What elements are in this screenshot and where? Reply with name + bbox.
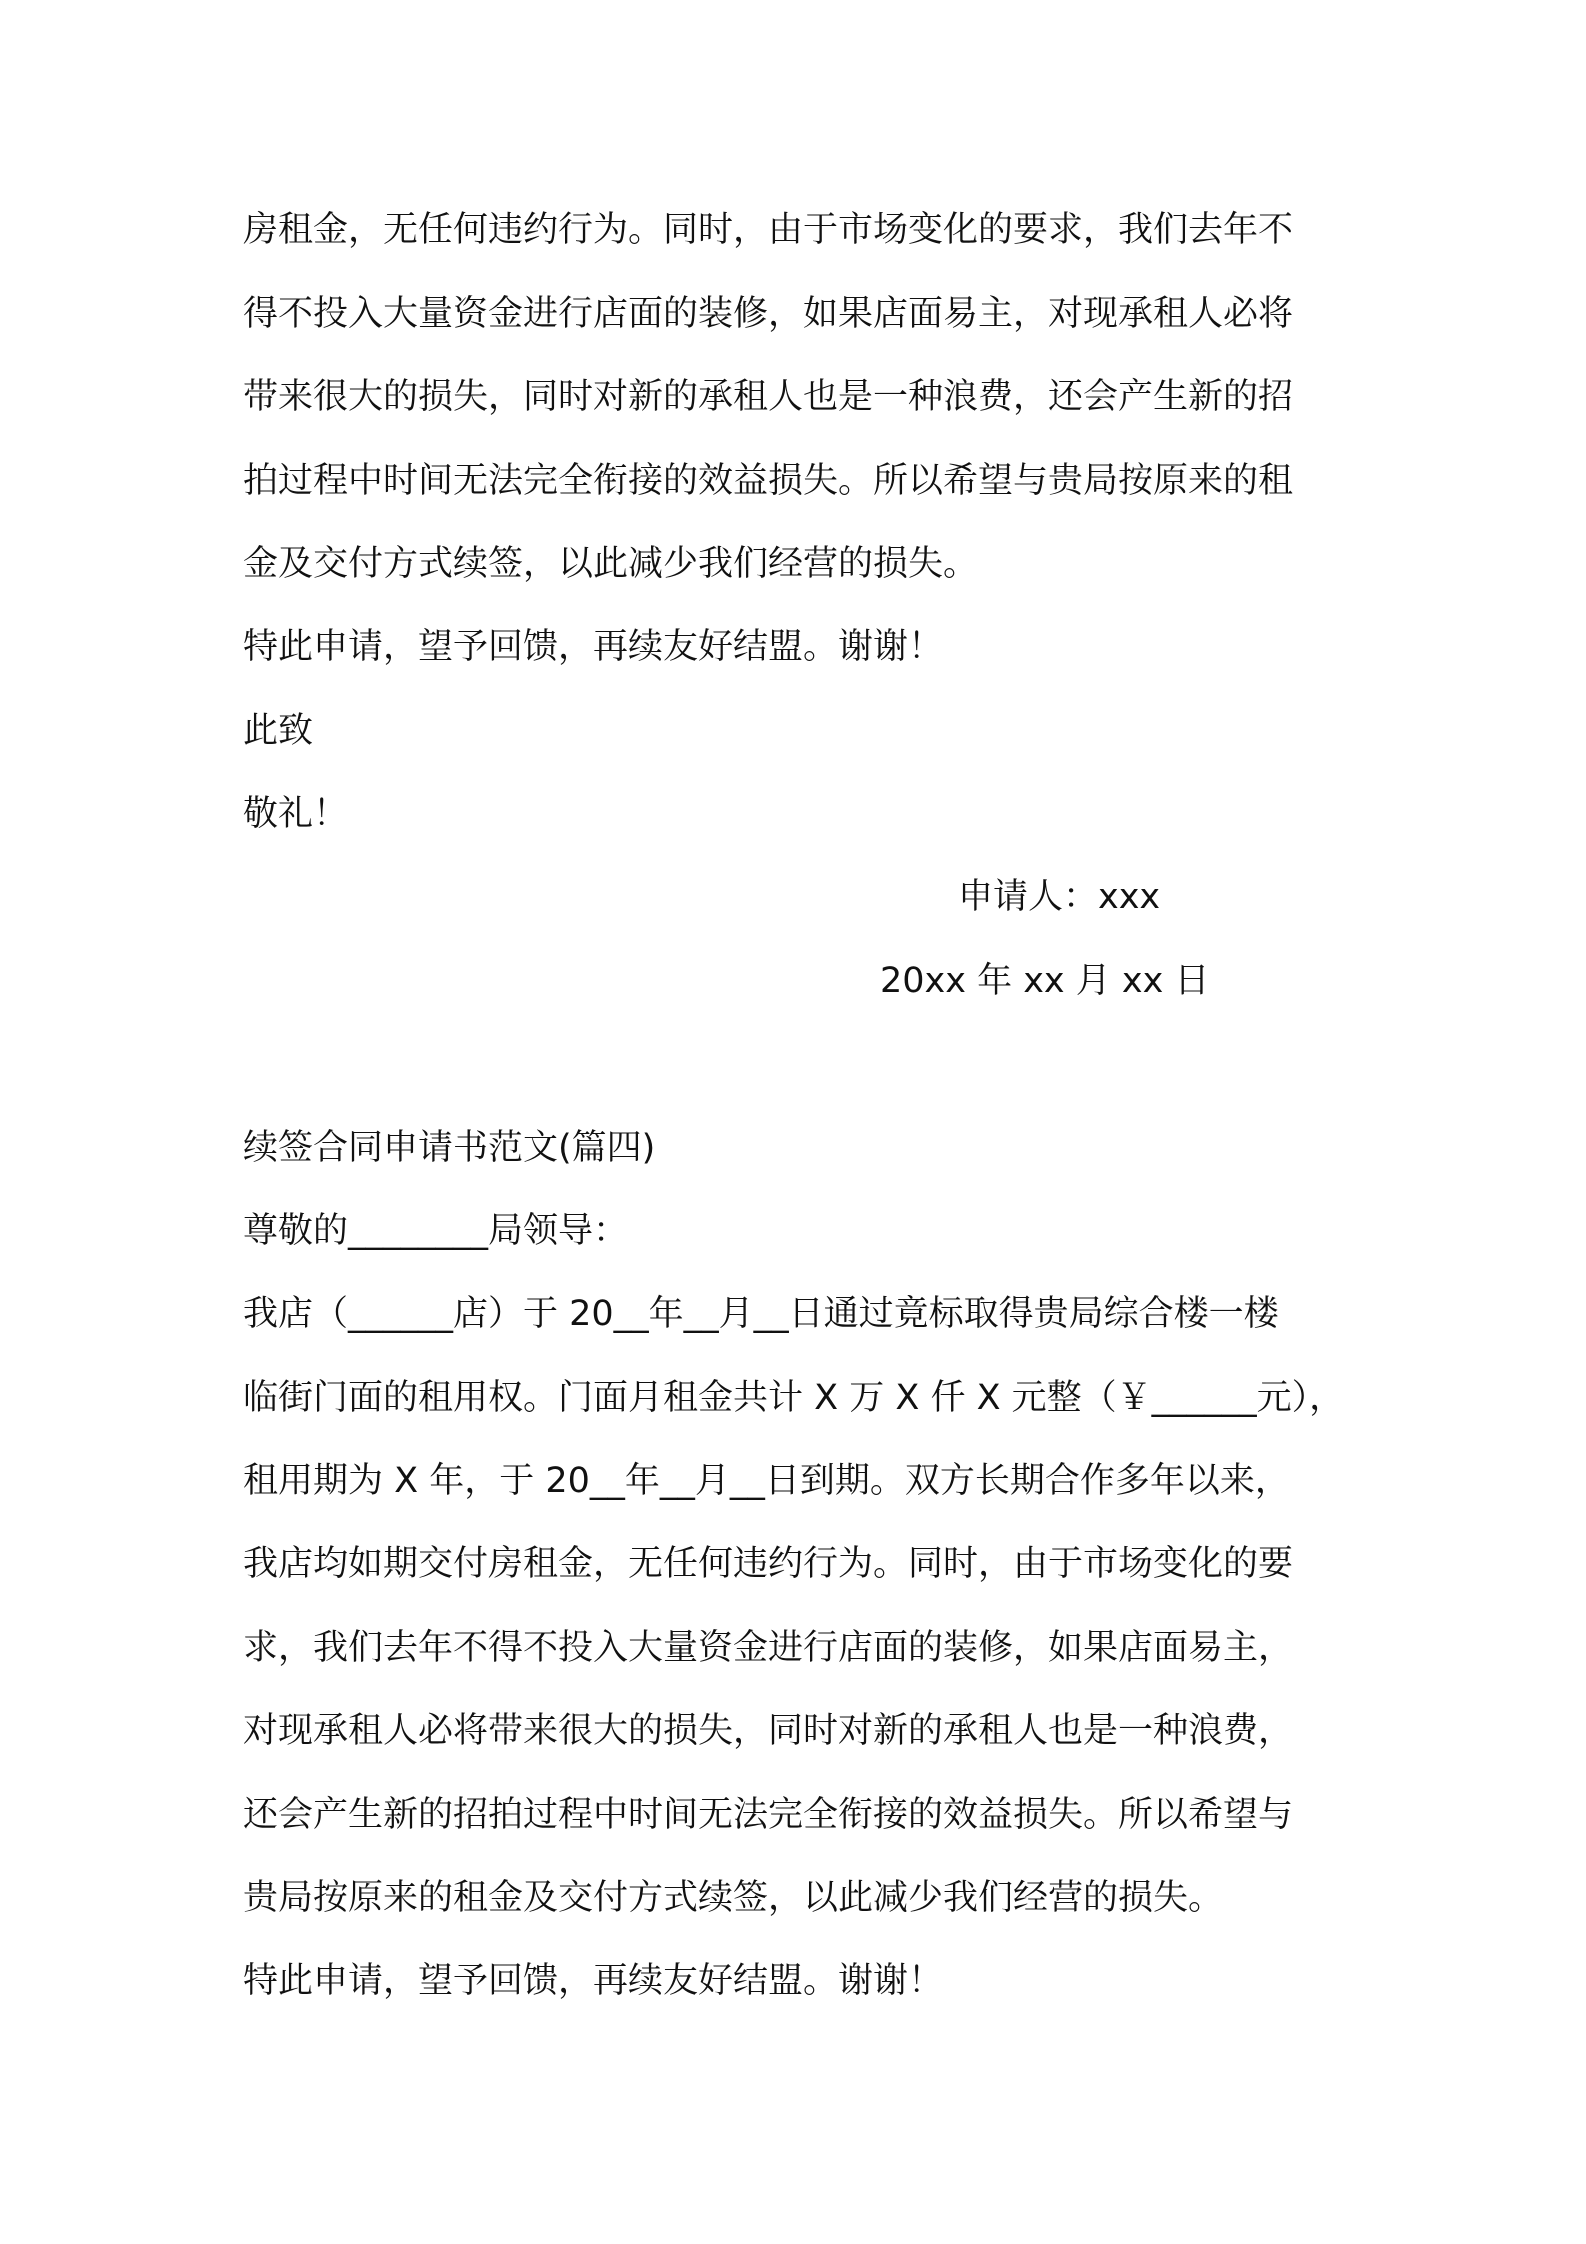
request-line: 特此申请，望予回馈，再续友好结盟。谢谢！ <box>243 1961 944 2001</box>
body-line: 贵局按原来的租金及交付方式续签，以此减少我们经营的损失。 <box>243 1878 1224 1918</box>
body-line: 我店（______店）于 20__年__月__日通过竟标取得贵局综合楼一楼 <box>243 1294 1279 1334</box>
section-title: 续签合同申请书范文(篇四) <box>243 1128 656 1168</box>
body-line: 求，我们去年不得不投入大量资金进行店面的装修，如果店面易主， <box>243 1628 1294 1668</box>
salutation: 尊敬的________局领导： <box>243 1211 629 1251</box>
body-line: 拍过程中时间无法完全衔接的效益损失。所以希望与贵局按原来的租 <box>243 461 1294 501</box>
body-line: 租用期为 X 年，于 20__年__月__日到期。双方长期合作多年以来， <box>243 1461 1290 1501</box>
request-line: 特此申请，望予回馈，再续友好结盟。谢谢！ <box>243 627 944 667</box>
body-line: 带来很大的损失，同时对新的承租人也是一种浪费，还会产生新的招 <box>243 377 1294 417</box>
applicant-signature: 申请人：xxx <box>958 877 1161 917</box>
body-line: 临街门面的租用权。门面月租金共计 X 万 X 仟 X 元整（￥______元）， <box>243 1378 1345 1418</box>
body-line: 得不投入大量资金进行店面的装修，如果店面易主，对现承租人必将 <box>243 294 1294 334</box>
body-line: 房租金，无任何违约行为。同时，由于市场变化的要求，我们去年不 <box>243 210 1294 250</box>
body-line: 对现承租人必将带来很大的损失，同时对新的承租人也是一种浪费， <box>243 1711 1294 1751</box>
closing-line: 此致 <box>243 711 314 751</box>
body-line: 我店均如期交付房租金，无任何违约行为。同时，由于市场变化的要 <box>243 1544 1294 1584</box>
closing-line: 敬礼！ <box>243 794 349 834</box>
body-line: 还会产生新的招拍过程中时间无法完全衔接的效益损失。所以希望与 <box>243 1795 1294 1835</box>
letter-date: 20xx 年 xx 月 xx 日 <box>880 961 1210 1001</box>
body-line: 金及交付方式续签，以此减少我们经营的损失。 <box>243 544 979 584</box>
